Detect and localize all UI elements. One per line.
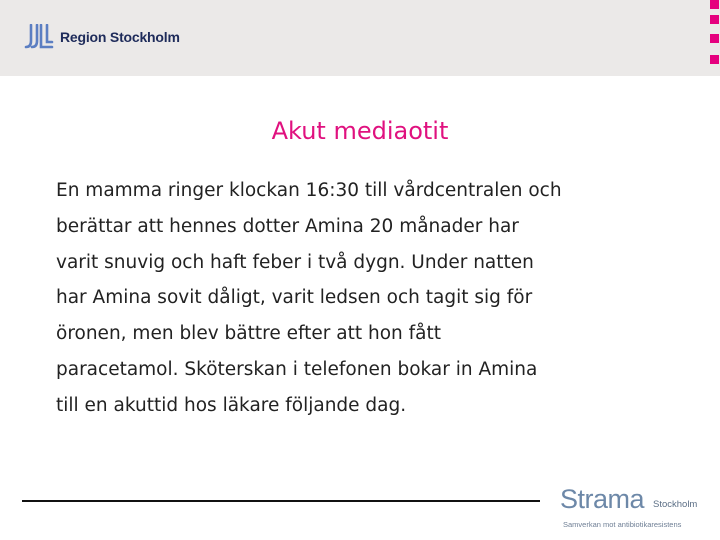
corner-decoration (700, 0, 720, 76)
body-line: till en akuttid hos läkare följande dag. (56, 394, 407, 416)
strama-brand: Strama (560, 484, 645, 514)
decor-square (710, 34, 719, 43)
region-stockholm-logo-text: Region Stockholm (60, 29, 180, 45)
region-stockholm-mark-icon (24, 24, 54, 50)
footer-divider (22, 500, 540, 502)
decor-square (710, 55, 719, 64)
decor-square (710, 0, 719, 9)
strama-tagline: Samverkan mot antibiotikaresistens (563, 520, 682, 529)
body-line: paracetamol. Sköterskan i telefonen bokar in Amina (56, 358, 538, 380)
slide-title: Akut mediaotit (271, 117, 449, 145)
strama-logo (560, 484, 720, 534)
strama-city: Stockholm (653, 499, 698, 510)
body-line: har Amina sovit dåligt, varit ledsen och tagit sig för (56, 287, 533, 309)
decor-square (710, 15, 719, 24)
case-description (56, 173, 676, 424)
region-stockholm-logo (24, 24, 180, 50)
body-line: varit snuvig och haft feber i två dygn. Under natten (56, 251, 534, 273)
header-band (0, 0, 720, 76)
body-line: En mamma ringer klockan 16:30 till vårdcentralen och (56, 180, 562, 201)
body-line: öronen, men blev bättre efter att hon fått (56, 323, 442, 345)
body-line: berättar att hennes dotter Amina 20 månader har (56, 215, 519, 237)
